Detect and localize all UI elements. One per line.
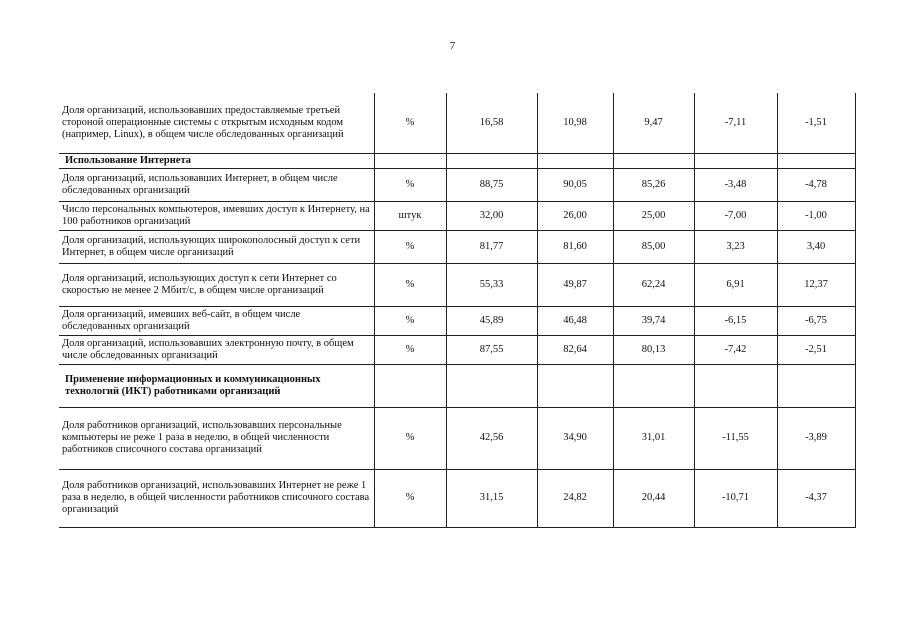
value-cell-2: 26,00 bbox=[537, 201, 613, 230]
value-cell-2: 49,87 bbox=[537, 263, 613, 306]
value-cell-5: 3,40 bbox=[777, 230, 855, 263]
value-cell-1: 45,89 bbox=[446, 306, 537, 335]
unit-cell: % bbox=[374, 230, 446, 263]
value-cell-3: 80,13 bbox=[613, 335, 694, 364]
indicator-label: Доля организаций, использующих широкополосный доступ к сети Интернет, в общем числе организаций bbox=[59, 230, 374, 263]
value-cell-3: 62,24 bbox=[613, 263, 694, 306]
value-cell-1: 88,75 bbox=[446, 168, 537, 201]
value-cell-2: 34,90 bbox=[537, 407, 613, 469]
unit-cell: % bbox=[374, 168, 446, 201]
value-cell-2: 90,05 bbox=[537, 168, 613, 201]
section-title: Использование Интернета bbox=[59, 153, 374, 168]
table-row bbox=[59, 93, 855, 153]
unit-cell: % bbox=[374, 407, 446, 469]
table-row bbox=[59, 230, 855, 263]
value-cell-4: -3,48 bbox=[694, 168, 777, 201]
value-cell-3 bbox=[613, 364, 694, 407]
value-cell-5: -3,89 bbox=[777, 407, 855, 469]
value-cell-4: -7,00 bbox=[694, 201, 777, 230]
value-cell-1: 32,00 bbox=[446, 201, 537, 230]
section-title: Применение информационных и коммуникационных технологий (ИКТ) работниками организаций bbox=[59, 364, 374, 407]
section-header-row bbox=[59, 364, 855, 407]
value-cell-1 bbox=[446, 153, 537, 168]
indicator-label: Доля работников организаций, использовавших Интернет не реже 1 раза в неделю, в общей численности работников списочного состава организаций bbox=[59, 469, 374, 527]
page-number: 7 bbox=[449, 40, 456, 52]
statistics-table bbox=[59, 93, 856, 528]
value-cell-1: 16,58 bbox=[446, 93, 537, 153]
value-cell-2 bbox=[537, 153, 613, 168]
value-cell-5: -4,78 bbox=[777, 168, 855, 201]
value-cell-1 bbox=[446, 364, 537, 407]
value-cell-4: -7,11 bbox=[694, 93, 777, 153]
unit-cell bbox=[374, 364, 446, 407]
value-cell-4: -11,55 bbox=[694, 407, 777, 469]
value-cell-3: 25,00 bbox=[613, 201, 694, 230]
table-row bbox=[59, 201, 855, 230]
table-row bbox=[59, 306, 855, 335]
indicator-label: Доля организаций, использовавших электронную почту, в общем числе обследованных организаций bbox=[59, 335, 374, 364]
value-cell-3 bbox=[613, 153, 694, 168]
table-row bbox=[59, 469, 855, 527]
unit-cell: % bbox=[374, 306, 446, 335]
value-cell-4: -6,15 bbox=[694, 306, 777, 335]
value-cell-2: 46,48 bbox=[537, 306, 613, 335]
table-row bbox=[59, 335, 855, 364]
unit-cell: % bbox=[374, 93, 446, 153]
unit-cell bbox=[374, 153, 446, 168]
value-cell-4: -7,42 bbox=[694, 335, 777, 364]
value-cell-3: 9,47 bbox=[613, 93, 694, 153]
value-cell-1: 31,15 bbox=[446, 469, 537, 527]
value-cell-5: -2,51 bbox=[777, 335, 855, 364]
unit-cell: % bbox=[374, 335, 446, 364]
table-body bbox=[59, 93, 855, 527]
indicator-label: Доля организаций, использовавших предоставляемые третьей стороной операционные системы с открытым исходным кодом (например, Linux), в общем числе обследованных организаций bbox=[59, 93, 374, 153]
value-cell-4 bbox=[694, 153, 777, 168]
value-cell-3: 39,74 bbox=[613, 306, 694, 335]
value-cell-1: 87,55 bbox=[446, 335, 537, 364]
value-cell-2: 81,60 bbox=[537, 230, 613, 263]
value-cell-5 bbox=[777, 153, 855, 168]
indicator-label: Доля организаций, использовавших Интернет, в общем числе обследованных организаций bbox=[59, 168, 374, 201]
value-cell-3: 20,44 bbox=[613, 469, 694, 527]
value-cell-3: 31,01 bbox=[613, 407, 694, 469]
unit-cell: % bbox=[374, 469, 446, 527]
value-cell-5: -1,00 bbox=[777, 201, 855, 230]
table-row bbox=[59, 263, 855, 306]
value-cell-5: -6,75 bbox=[777, 306, 855, 335]
value-cell-4: 3,23 bbox=[694, 230, 777, 263]
value-cell-1: 81,77 bbox=[446, 230, 537, 263]
section-header-row bbox=[59, 153, 855, 168]
value-cell-5 bbox=[777, 364, 855, 407]
unit-cell: штук bbox=[374, 201, 446, 230]
value-cell-2: 24,82 bbox=[537, 469, 613, 527]
value-cell-1: 55,33 bbox=[446, 263, 537, 306]
value-cell-3: 85,00 bbox=[613, 230, 694, 263]
indicator-label: Число персональных компьютеров, имевших доступ к Интернету, на 100 работников организаций bbox=[59, 201, 374, 230]
value-cell-1: 42,56 bbox=[446, 407, 537, 469]
indicator-label: Доля организаций, использующих доступ к сети Интернет со скоростью не менее 2 Мбит/с, в общем числе организаций bbox=[59, 263, 374, 306]
indicator-label: Доля организаций, имевших веб-сайт, в общем числе обследованных организаций bbox=[59, 306, 374, 335]
value-cell-3: 85,26 bbox=[613, 168, 694, 201]
value-cell-2: 82,64 bbox=[537, 335, 613, 364]
value-cell-5: 12,37 bbox=[777, 263, 855, 306]
value-cell-4: -10,71 bbox=[694, 469, 777, 527]
value-cell-5: -1,51 bbox=[777, 93, 855, 153]
value-cell-5: -4,37 bbox=[777, 469, 855, 527]
value-cell-2 bbox=[537, 364, 613, 407]
value-cell-4 bbox=[694, 364, 777, 407]
value-cell-4: 6,91 bbox=[694, 263, 777, 306]
table-row bbox=[59, 168, 855, 201]
unit-cell: % bbox=[374, 263, 446, 306]
value-cell-2: 10,98 bbox=[537, 93, 613, 153]
indicator-label: Доля работников организаций, использовавших персональные компьютеры не реже 1 раза в неделю, в общей численности работников списочного состава организаций bbox=[59, 407, 374, 469]
table-row bbox=[59, 407, 855, 469]
